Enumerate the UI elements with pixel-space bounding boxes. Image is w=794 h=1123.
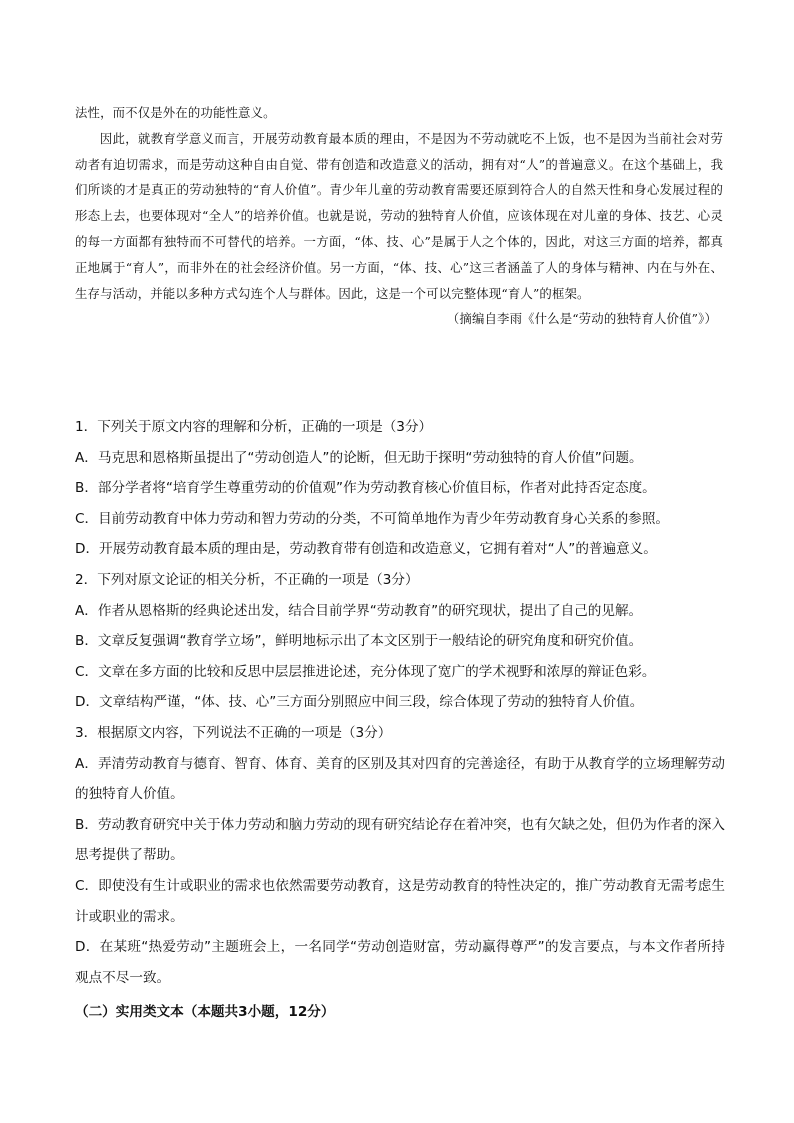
question-option-d: D．开展劳动教育最本质的理由是，劳动教育带有创造和改造意义，它拥有着对“人”的普遍意义。 — [75, 541, 657, 558]
question-option-d: D．在某班“热爱劳动”主题班会上，一名同学“劳动创造财富，劳动赢得尊严”的发言要点，与本文作者所持观点不尽一致。 — [75, 939, 725, 986]
question-2 — [75, 565, 725, 718]
question-3 — [75, 718, 725, 993]
question-option-c: C．目前劳动教育中体力劳动和智力劳动的分类，不可简单地作为青少年劳动教育身心关系的参照。 — [75, 510, 670, 527]
section-heading: （二）实用类文本（本题共3小题，12分） — [75, 1004, 335, 1020]
question-option-b: B．文章反复强调“教育学立场”，鲜明地标示出了本文区别于一般结论的研究角度和研究价值。 — [75, 633, 643, 650]
question-option-c: C．即使没有生计或职业的需求也依然需要劳动教育，这是劳动教育的特性决定的，推广劳动教育无需考虑生计或职业的需求。 — [75, 877, 725, 925]
question-stem: 1．下列关于原文内容的理解和分析，正确的一项是（3分） — [75, 419, 433, 435]
question-option-c: C．文章在多方面的比较和反思中层层推进论述，充分体现了宽广的学术视野和浓厚的辩证色彩。 — [75, 663, 656, 680]
question-option-b: B．部分学者将“培育学生尊重劳动的价值观”作为劳动教育核心价值目标，作者对此持否定态度。 — [75, 480, 656, 497]
question-option-d: D．文章结构严谨，“体、技、心”三方面分别照应中间三段，综合体现了劳动的独特育人价值。 — [75, 694, 644, 711]
question-stem: 3．根据原文内容，下列说法不正确的一项是（3分） — [75, 724, 392, 741]
question-option-a: A．马克思和恩格斯虽提出了“劳动创造人”的论断，但无助于探明“劳动独特的育人价值”问题。 — [75, 449, 643, 466]
passage-paragraph: 因此，就教育学意义而言，开展劳动教育最本质的理由，不是因为不劳动就吃不上饭，也不是因为当前社会对劳动者有迫切需求，而是劳动这种自由自觉、带有创造和改造意义的活动，拥有对“人”的普遍意义。在这个基础上，我们所谈的才是真正的劳动独特的“育人价值”。青少年儿童的劳动教育需要还原到符合人的自然天性和身心发展过程的形态上去，也要体现对“全人”的培养价值。也就是说，劳动的独特育人价值，应该体现在对儿童的身体、技艺、心灵的每一方面都有独特而不可替代的培养。一方面，“体、技、心”是属于人之个体的，因此，对这三方面的培养，都真正地属于“育人”，而非外在的社会经济价值。另一方面，“体、技、心”这三者涵盖了人的身体与精神、内在与外在、生存与活动，并能以多种方式勾连个人与群体。因此，这是一个可以完整体现“育人”的框架。 — [75, 130, 723, 301]
passage-text — [75, 100, 723, 332]
question-option-b: B．劳动教育研究中关于体力劳动和脑力劳动的现有研究结论存在着冲突，也有欠缺之处，但仍为作者的深入思考提供了帮助。 — [75, 816, 725, 864]
question-list — [75, 412, 725, 993]
question-option-a: A．作者从恩格斯的经典论述出发，结合目前学界“劳动教育”的研究现状，提出了自己的见解。 — [75, 602, 643, 619]
question-stem: 2．下列对原文论证的相关分析，不正确的一项是（3分） — [75, 571, 419, 588]
passage-continuation: 法性，而不仅是外在的功能性意义。 — [75, 105, 276, 120]
question-1 — [75, 412, 725, 565]
question-option-a: A．弄清劳动教育与德育、智育、体育、美育的区别及其对四育的完善途径，有助于从教育学的立场理解劳动的独特育人价值。 — [75, 755, 725, 803]
passage-source: （摘编自李雨《什么是“劳动的独特育人价值”》） — [446, 311, 717, 327]
